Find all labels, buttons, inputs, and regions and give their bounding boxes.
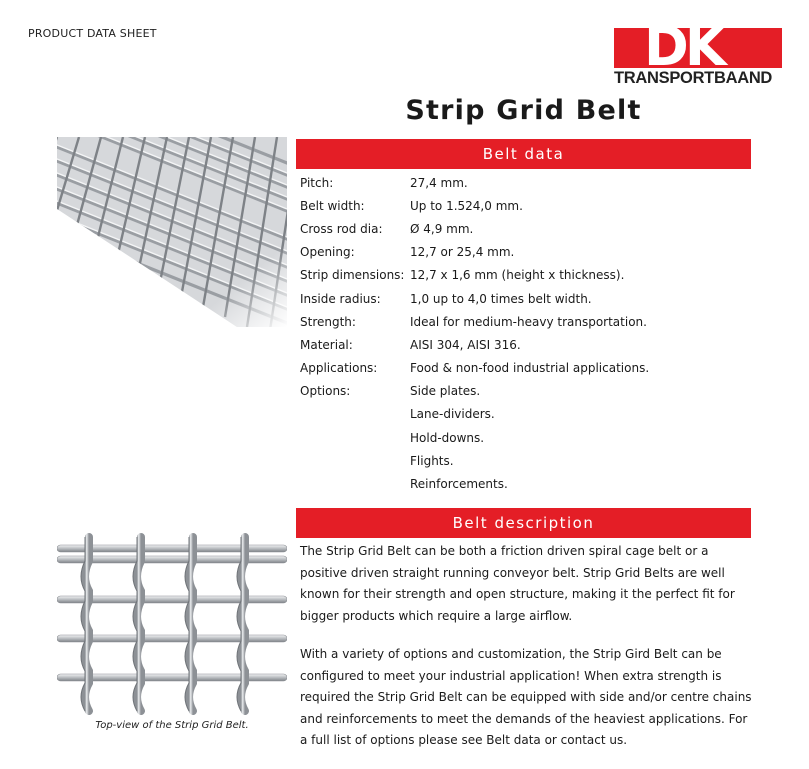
spec-row-material xyxy=(300,333,750,356)
spec-row-inside-radius xyxy=(300,287,750,310)
spec-label: Inside radius: xyxy=(300,291,381,306)
belt-perspective-photo xyxy=(57,137,287,327)
spec-row-option xyxy=(300,426,750,449)
spec-row-belt-width xyxy=(300,194,750,217)
spec-label: Cross rod dia: xyxy=(300,221,383,236)
spec-row-strength xyxy=(300,310,750,333)
description-paragraph-2: With a variety of options and customization, the Strip Gird Belt can be configured to meet your industrial application! When extra strength is required the Strip Grid Belt can be equipped with side and/or centre chains and reinforcements to meet the demands of the heaviest applications. For a full list of options please see Belt data or contact us. xyxy=(300,647,752,747)
spec-value: Up to 1.524,0 mm. xyxy=(410,198,523,213)
spec-row-option xyxy=(300,472,750,495)
company-logo xyxy=(614,15,782,90)
spec-value: Food & non-food industrial applications. xyxy=(410,361,650,376)
spec-value: Hold-downs. xyxy=(410,430,485,445)
belt-data-table xyxy=(300,171,750,496)
photo-caption: Top-view of the Strip Grid Belt. xyxy=(95,720,249,731)
belt-description-text xyxy=(300,541,752,769)
spec-value: Ø 4,9 mm. xyxy=(410,221,474,236)
spec-label: Options: xyxy=(300,384,351,399)
spec-label: Material: xyxy=(300,337,353,352)
spec-value: 1,0 up to 4,0 times belt width. xyxy=(410,291,592,306)
spec-value: Flights. xyxy=(410,453,454,468)
spec-label: Applications: xyxy=(300,361,378,376)
spec-value: Side plates. xyxy=(410,384,481,399)
spec-row-strip-dimensions xyxy=(300,264,750,287)
belt-description-heading: Belt description xyxy=(296,508,751,538)
spec-value: Reinforcements. xyxy=(410,477,508,492)
doc-label: PRODUCT DATA SHEET xyxy=(28,27,157,40)
description-paragraph-1: The Strip Grid Belt can be both a friction driven spiral cage belt or a positive driven straight running conveyor belt. Strip Grid Belts are well known for their strength and open structure, making it the perfect fit for bigger products which require a large airflow. xyxy=(300,544,735,623)
spec-label: Opening: xyxy=(300,245,355,260)
spec-row-options xyxy=(300,380,750,403)
spec-value: 12,7 or 25,4 mm. xyxy=(410,245,515,260)
belt-data-heading: Belt data xyxy=(296,139,751,169)
logo-mark-text: DK xyxy=(644,15,723,78)
spec-label: Strength: xyxy=(300,314,356,329)
spec-label: Pitch: xyxy=(300,175,334,190)
spec-label: Belt width: xyxy=(300,198,365,213)
spec-row-cross-rod xyxy=(300,217,750,240)
page-title: Strip Grid Belt xyxy=(405,95,642,126)
spec-row-option xyxy=(300,403,750,426)
logo-text: TRANSPORTBAAND xyxy=(614,69,773,87)
spec-value: Lane-dividers. xyxy=(410,407,495,422)
spec-row-applications xyxy=(300,357,750,380)
spec-label: Strip dimensions: xyxy=(300,268,405,283)
spec-value: 27,4 mm. xyxy=(410,175,468,190)
spec-row-option xyxy=(300,449,750,472)
belt-top-view-photo xyxy=(57,525,287,715)
spec-value: Ideal for medium-heavy transportation. xyxy=(410,314,647,329)
spec-value: 12,7 x 1,6 mm (height x thickness). xyxy=(410,268,625,283)
spec-row-opening xyxy=(300,241,750,264)
spec-value: AISI 304, AISI 316. xyxy=(410,337,521,352)
spec-row-pitch xyxy=(300,171,750,194)
